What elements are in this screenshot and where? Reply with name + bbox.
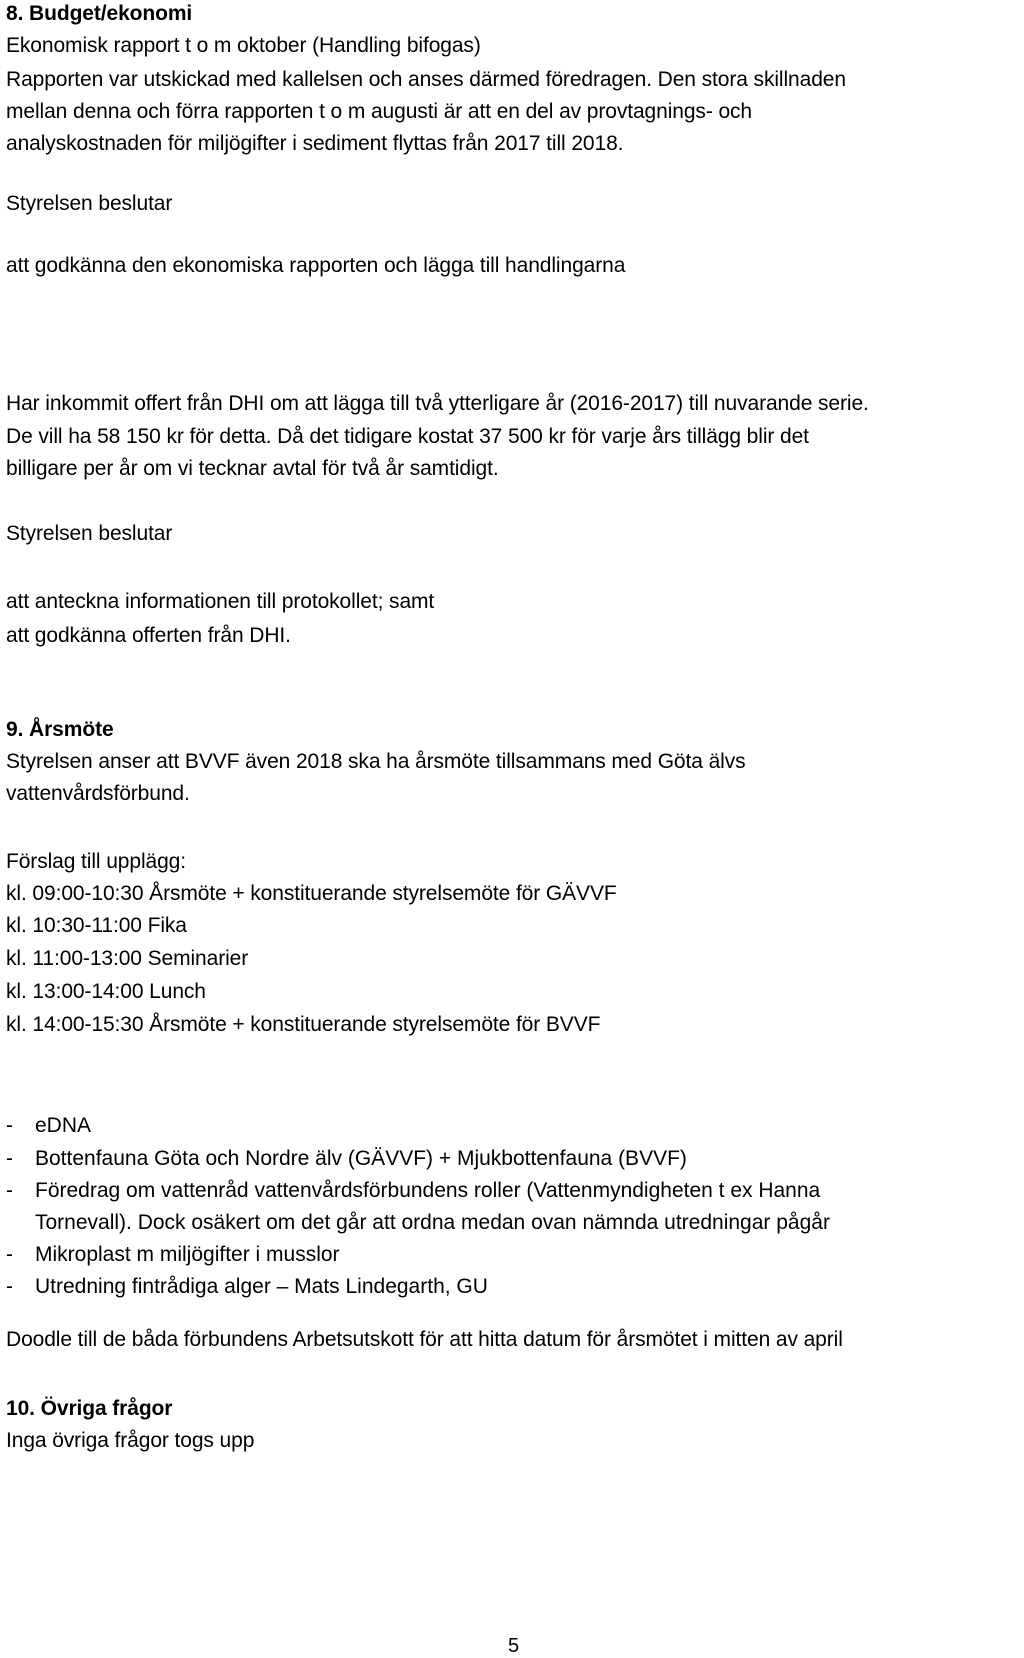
section-10-heading: 10. Övriga frågor (6, 1397, 173, 1420)
list-item (6, 1112, 91, 1140)
offer-paragraph-line: De vill ha 58 150 kr för detta. Då det tidigare kostat 37 500 kr för varje års tillägg blir det (6, 425, 809, 448)
bullet-dash: - (6, 1243, 13, 1266)
offer-paragraph-line: billigare per år om vi tecknar avtal för två år samtidigt. (6, 457, 499, 480)
decision-label: Styrelsen beslutar (6, 522, 173, 545)
section-8-paragraph-line: analyskostnaden för miljögifter i sediment flyttas från 2017 till 2018. (6, 132, 624, 155)
list-item-text: Mikroplast m miljögifter i musslor (35, 1243, 340, 1266)
bullet-dash: - (6, 1179, 13, 1202)
schedule-item: kl. 09:00-10:30 Årsmöte + konstituerande styrelsemöte för GÄVVF (6, 882, 617, 905)
schedule-item: kl. 11:00-13:00 Seminarier (6, 947, 249, 970)
schedule-item: kl. 14:00-15:30 Årsmöte + konstituerande styrelsemöte för BVVF (6, 1013, 601, 1036)
section-8-heading: 8. Budget/ekonomi (6, 2, 193, 25)
bullet-dash: - (6, 1114, 13, 1137)
doodle-note: Doodle till de båda förbundens Arbetsutskott för att hitta datum för årsmötet i mitten av april (6, 1328, 843, 1351)
list-item (6, 1145, 687, 1173)
section-8-subtitle: Ekonomisk rapport t o m oktober (Handling bifogas) (6, 34, 481, 57)
section-8-paragraph-line: Rapporten var utskickad med kallelsen och anses därmed föredragen. Den stora skillnaden (6, 68, 846, 91)
list-item-text: eDNA (35, 1114, 92, 1137)
list-item-text: Bottenfauna Göta och Nordre älv (GÄVVF) + Mjukbottenfauna (BVVF) (35, 1147, 687, 1170)
page-number: 5 (508, 1635, 520, 1657)
schedule-item: kl. 10:30-11:00 Fika (6, 914, 187, 937)
list-item-continuation: Tornevall). Dock osäkert om det går att ordna medan ovan nämnda utredningar pågår (35, 1211, 830, 1234)
section-9-heading: 9. Årsmöte (6, 718, 114, 741)
section-8-paragraph-line: mellan denna och förra rapporten t o m augusti är att en del av provtagnings- och (6, 100, 753, 123)
list-item (6, 1273, 488, 1301)
list-item-text: Föredrag om vattenråd vattenvårdsförbundens roller (Vattenmyndigheten t ex Hanna (35, 1179, 821, 1202)
list-item-text: Utredning fintrådiga alger – Mats Lindegarth, GU (35, 1275, 488, 1298)
decision-text: att godkänna offerten från DHI. (6, 624, 291, 647)
section-9-paragraph-line: vattenvårdsförbund. (6, 782, 190, 805)
list-item (6, 1177, 820, 1205)
decision-text: att godkänna den ekonomiska rapporten och lägga till handlingarna (6, 254, 626, 277)
section-10-text: Inga övriga frågor togs upp (6, 1429, 255, 1452)
bullet-dash: - (6, 1147, 13, 1170)
list-item (6, 1241, 340, 1269)
section-9-paragraph-line: Styrelsen anser att BVVF även 2018 ska ha årsmöte tillsammans med Göta älvs (6, 750, 746, 773)
offer-paragraph-line: Har inkommit offert från DHI om att lägga till två ytterligare år (2016-2017) till nuvarande serie. (6, 392, 869, 415)
decision-label: Styrelsen beslutar (6, 192, 173, 215)
schedule-item: kl. 13:00-14:00 Lunch (6, 980, 206, 1003)
bullet-dash: - (6, 1275, 13, 1298)
decision-text: att anteckna informationen till protokollet; samt (6, 590, 435, 613)
schedule-label: Förslag till upplägg: (6, 850, 186, 873)
